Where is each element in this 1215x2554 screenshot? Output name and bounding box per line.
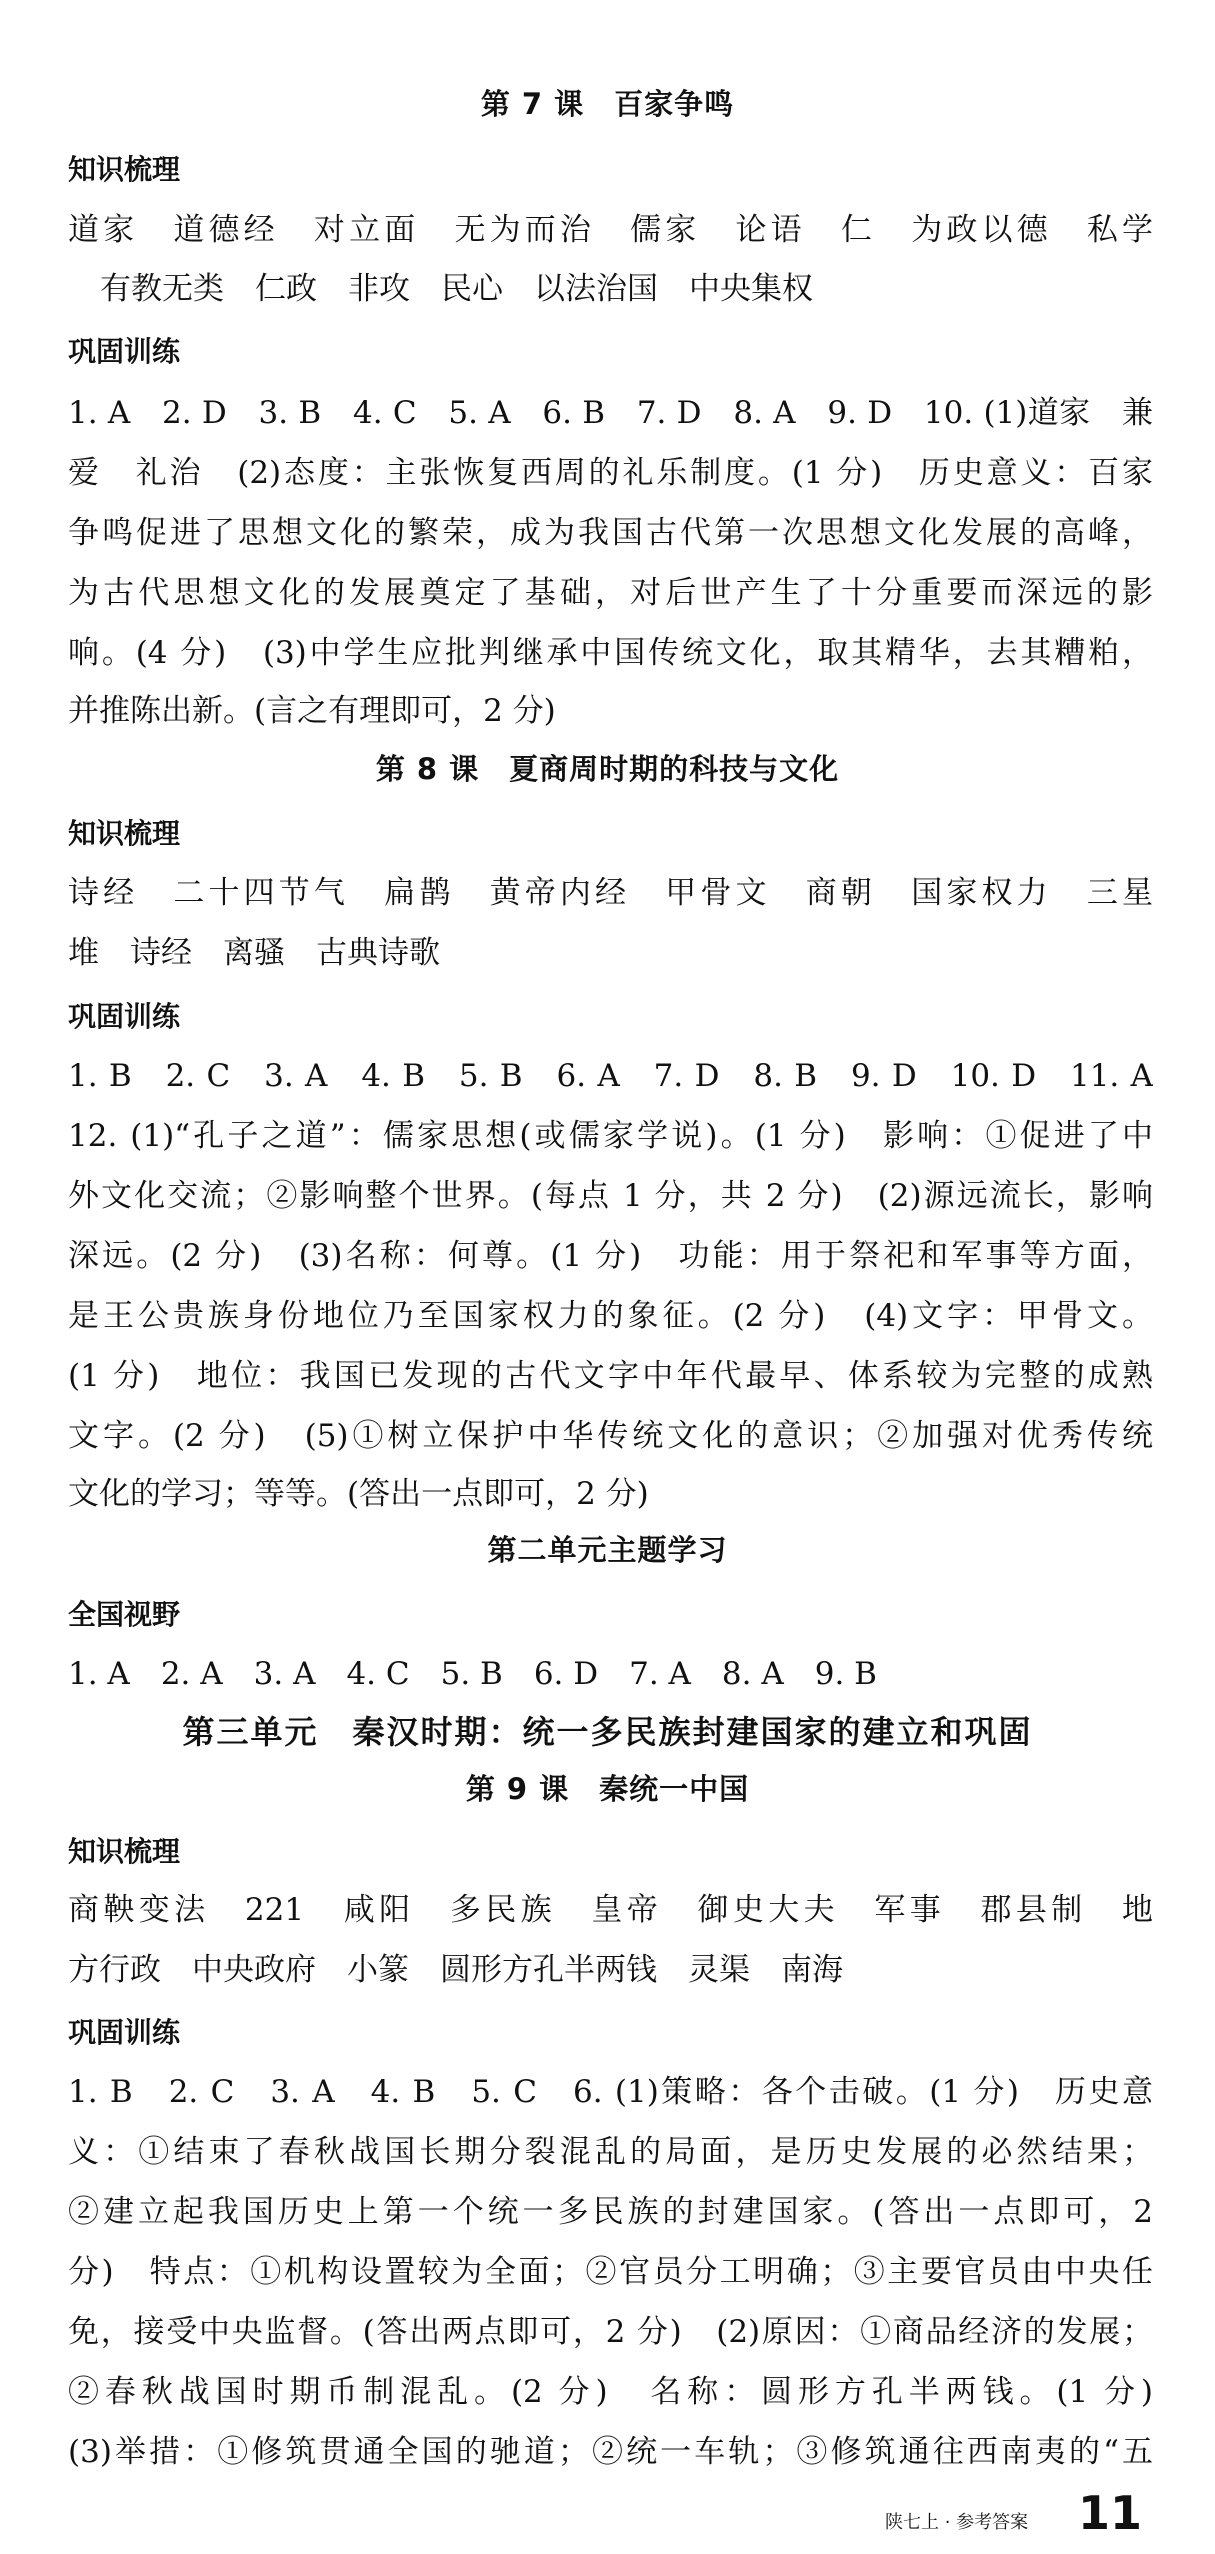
lesson-7-practice-line: 争鸣促进了思想文化的繁荣，成为我国古代第一次思想文化发展的高峰， xyxy=(68,515,1153,551)
lesson-7-practice-heading: 巩固训练 xyxy=(68,335,181,368)
lesson-8-knowledge-line: 诗经 二十四节气 扁鹊 黄帝内经 甲骨文 商朝 国家权力 三星 xyxy=(68,875,1153,911)
lesson-8-knowledge-line: 堆 诗经 离骚 古典诗歌 xyxy=(68,935,440,971)
lesson-7-practice-line: 爱 礼治 (2)态度：主张恢复西周的礼乐制度。(1 分) 历史意义：百家 xyxy=(68,455,1153,491)
lesson-8-practice-line: (1 分) 地位：我国已发现的古代文字中年代最早、体系较为完整的成熟 xyxy=(68,1358,1153,1394)
unit-2-title: 第二单元主题学习 xyxy=(487,1533,728,1567)
lesson-8-title: 第 8 课 夏商周时期的科技与文化 xyxy=(375,752,840,786)
lesson-8-practice-line: 1. B 2. C 3. A 4. B 5. B 6. A 7. D 8. B 9. D 10. D 11. A xyxy=(68,1058,1153,1094)
unit-2-answers: 1. A 2. A 3. A 4. C 5. B 6. D 7. A 8. A 9. B xyxy=(68,1656,877,1692)
lesson-9-practice-line: (3)举措：①修筑贯通全国的驰道；②统一车轨；③修筑通往西南夷的“五 xyxy=(68,2434,1153,2470)
unit-2-heading: 全国视野 xyxy=(68,1598,181,1631)
lesson-7-title: 第 7 课 百家争鸣 xyxy=(480,87,735,121)
unit-3-title: 第三单元 秦汉时期：统一多民族封建国家的建立和巩固 xyxy=(182,1713,1033,1751)
lesson-9-practice-line: 义：①结束了春秋战国长期分裂混乱的局面，是历史发展的必然结果； xyxy=(68,2134,1153,2170)
lesson-7-knowledge-line: 道家 道德经 对立面 无为而治 儒家 论语 仁 为政以德 私学 xyxy=(68,212,1153,248)
lesson-9-practice-line: ②建立起我国历史上第一个统一多民族的封建国家。(答出一点即可，2 xyxy=(68,2194,1153,2230)
lesson-7-knowledge-heading: 知识梳理 xyxy=(68,153,181,186)
lesson-9-title: 第 9 课 秦统一中国 xyxy=(465,1772,750,1806)
lesson-9-practice-line: 免，接受中央监督。(答出两点即可，2 分) (2)原因：①商品经济的发展； xyxy=(68,2314,1153,2350)
lesson-7-practice-line: 响。(4 分) (3)中学生应批判继承中国传统文化，取其精华，去其糟粕， xyxy=(68,635,1153,671)
lesson-8-knowledge-heading: 知识梳理 xyxy=(68,817,181,850)
lesson-8-practice-heading: 巩固训练 xyxy=(68,1000,181,1033)
lesson-9-knowledge-line: 商鞅变法 221 咸阳 多民族 皇帝 御史大夫 军事 郡县制 地 xyxy=(68,1892,1153,1928)
lesson-8-practice-line: 是王公贵族身份地位乃至国家权力的象征。(2 分) (4)文字：甲骨文。 xyxy=(68,1298,1153,1334)
lesson-8-practice-line: 文化的学习；等等。(答出一点即可，2 分) xyxy=(68,1476,649,1512)
lesson-9-practice-line: ②春秋战国时期币制混乱。(2 分) 名称：圆形方孔半两钱。(1 分) xyxy=(68,2374,1153,2410)
lesson-9-knowledge-heading: 知识梳理 xyxy=(68,1835,181,1868)
lesson-9-practice-line: 分) 特点：①机构设置较为全面；②官员分工明确；③主要官员由中央任 xyxy=(68,2254,1153,2290)
page-number: 11 xyxy=(1078,2486,1143,2540)
lesson-9-practice-heading: 巩固训练 xyxy=(68,2016,181,2049)
lesson-8-practice-line: 文字。(2 分) (5)①树立保护中华传统文化的意识；②加强对优秀传统 xyxy=(68,1418,1153,1454)
lesson-9-practice-line: 1. B 2. C 3. A 4. B 5. C 6. (1)策略：各个击破。(1 分) 历史意 xyxy=(68,2074,1153,2110)
lesson-8-practice-line: 外文化交流；②影响整个世界。(每点 1 分，共 2 分) (2)源远流长，影响 xyxy=(68,1178,1153,1214)
lesson-9-knowledge-line: 方行政 中央政府 小篆 圆形方孔半两钱 灵渠 南海 xyxy=(68,1952,843,1988)
lesson-8-practice-line: 深远。(2 分) (3)名称：何尊。(1 分) 功能：用于祭祀和军事等方面， xyxy=(68,1238,1153,1274)
lesson-7-practice-line: 1. A 2. D 3. B 4. C 5. A 6. B 7. D 8. A 9. D 10. (1)道家 兼 xyxy=(68,395,1153,431)
lesson-7-knowledge-line: 有教无类 仁政 非攻 民心 以法治国 中央集权 xyxy=(100,271,813,307)
lesson-7-practice-line: 并推陈出新。(言之有理即可，2 分) xyxy=(68,693,556,729)
footer-caption: 陕七上 · 参考答案 xyxy=(885,2512,1029,2533)
lesson-7-practice-line: 为古代思想文化的发展奠定了基础，对后世产生了十分重要而深远的影 xyxy=(68,575,1153,611)
lesson-8-practice-line: 12. (1)“孔子之道”：儒家思想(或儒家学说)。(1 分) 影响：①促进了中 xyxy=(68,1118,1153,1154)
